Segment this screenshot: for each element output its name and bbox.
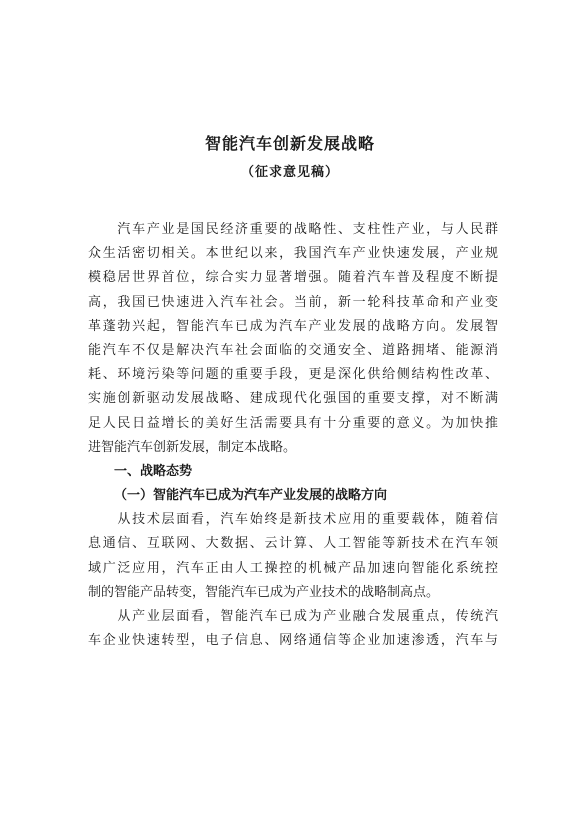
text-line: 实施创新驱动发展战略、建成现代化强国的重要支撑，对不断满 xyxy=(88,391,498,407)
text-line: 从产业层面看，智能汽车已成为产业融合发展重点，传统汽 xyxy=(88,609,498,624)
subsection-heading: （一）智能汽车已成为汽车产业发展的战略方向 xyxy=(114,488,388,504)
text-line: 车企业快速转型，电子信息、网络通信等企业加速渗透，汽车与 xyxy=(88,633,498,649)
text-line: 从技术层面看，汽车始终是新技术应用的重要载体，随着信 xyxy=(88,512,498,528)
text-line: 革蓬勃兴起，智能汽车已成为汽车产业发展的战略方向。发展智 xyxy=(88,318,498,334)
text-line: 进智能汽车创新发展，制定本战略。 xyxy=(88,439,297,455)
paragraph-industry xyxy=(88,605,498,653)
document-subtitle: （征求意见稿） xyxy=(240,165,339,180)
text-line: 制的智能产品转变，智能汽车已成为产业技术的战略制高点。 xyxy=(88,584,440,600)
section-heading: 一、战略态势 xyxy=(114,463,193,479)
text-line: 耗、环境污染等问题的重要手段，更是深化供给侧结构性改革、 xyxy=(88,367,498,383)
text-line: 众生活密切相关。本世纪以来，我国汽车产业快速发展，产业规 xyxy=(88,246,498,262)
document-title: 智能汽车创新发展战略 xyxy=(204,134,375,153)
text-line: 能汽车不仅是解决汽车社会面临的交通安全、道路拥堵、能源消 xyxy=(88,342,498,358)
text-line: 域广泛应用，汽车正由人工操控的机械产品加速向智能化系统控 xyxy=(88,560,498,576)
text-line: 息通信、互联网、大数据、云计算、人工智能等新技术在汽车领 xyxy=(88,536,498,552)
paragraph-technology xyxy=(88,508,498,605)
paragraph-intro xyxy=(88,218,498,460)
document-body xyxy=(88,218,498,653)
text-line: 足人民日益增长的美好生活需要具有十分重要的意义。为加快推 xyxy=(88,415,498,431)
text-line: 汽车产业是国民经济重要的战略性、支柱性产业，与人民群 xyxy=(88,222,498,237)
text-line: 高，我国已快速进入汽车社会。当前，新一轮科技革命和产业变 xyxy=(88,294,498,310)
text-line: 模稳居世界首位，综合实力显著增强。随着汽车普及程度不断提 xyxy=(88,270,498,286)
